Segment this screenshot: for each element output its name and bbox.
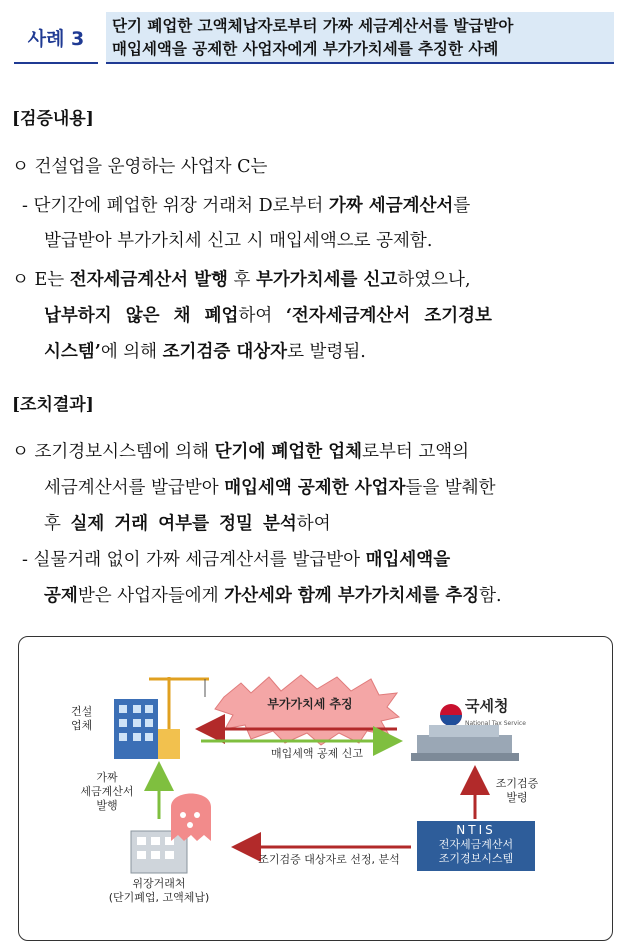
review-p3-line2: 납부하지 않은 채 폐업하여 ‘전자세금계산서 조기경보	[44, 306, 492, 326]
case-label: 사례 3	[14, 12, 98, 64]
result-p1-line1: ㅇ 조기경보시스템에 의해 단기에 폐업한 업체로부터 고액의	[12, 442, 470, 462]
review-p3-line1: ㅇ E는 전자세금계산서 발행 후 부가가치세를 신고하였으나,	[12, 270, 471, 290]
review-p1: ㅇ 건설업을 운영하는 사업자 C는	[12, 157, 268, 177]
fake-vendor-building-icon	[131, 831, 187, 873]
fake-vendor-label: 위장거래처	[132, 877, 186, 890]
fake-vendor-sub: (단기폐업, 고액체납)	[108, 891, 210, 904]
review-p3-line3: 시스템’에 의해 조기검증 대상자로 발령됨.	[44, 342, 366, 362]
review-p2-line1: - 단기간에 폐업한 위장 거래처 D로부터 가짜 세금계산서를	[22, 196, 471, 216]
vat-collection-label: 부가가치세 추징	[267, 697, 353, 711]
case-title-line-1: 단기 폐업한 고액체납자로부터 가짜 세금계산서를 발급받아	[112, 17, 514, 35]
construction-building-icon	[114, 677, 209, 759]
ntis-subtitle-1: 전자세금계산서	[438, 838, 514, 851]
ntis-title: NTIS	[456, 823, 496, 837]
nts-title: 국세청	[465, 697, 509, 715]
result-p1-line2: 세금계산서를 발급받아 매입세액 공제한 사업자들을 발췌한	[44, 478, 496, 498]
construction-label: 건설 업체	[71, 705, 93, 732]
selection-label: 조기검증 대상자로 선정, 분석	[258, 853, 400, 866]
review-p2-line2: 발급받아 부가가치세 신고 시 매입세액으로 공제함.	[44, 231, 433, 251]
result-p2-line1: - 실물거래 없이 가짜 세금계산서를 발급받아 매입세액을	[22, 550, 451, 570]
result-p2-line2: 공제받은 사업자들에게 가산세와 함께 부가가치세를 추징함.	[44, 586, 502, 606]
fake-invoice-label: 가짜 세금계산서 발행	[80, 771, 134, 812]
review-heading: [검증내용]	[12, 109, 94, 129]
input-deduction-label: 매입세액 공제 신고	[270, 747, 363, 760]
early-verify-label: 조기검증 발령	[495, 777, 539, 804]
ntis-subtitle-2: 조기경보시스템	[438, 852, 514, 865]
flow-diagram	[18, 636, 613, 941]
ghost-icon	[171, 794, 211, 842]
result-heading: [조치결과]	[12, 395, 94, 415]
nts-subtitle: National Tax Service	[465, 720, 526, 727]
case-title	[106, 12, 614, 64]
case-title-line-2: 매입세액을 공제한 사업자에게 부가가치세를 추징한 사례	[112, 40, 499, 58]
result-p1-line3: 후 실제 거래 여부를 정밀 분석하여	[44, 514, 331, 534]
